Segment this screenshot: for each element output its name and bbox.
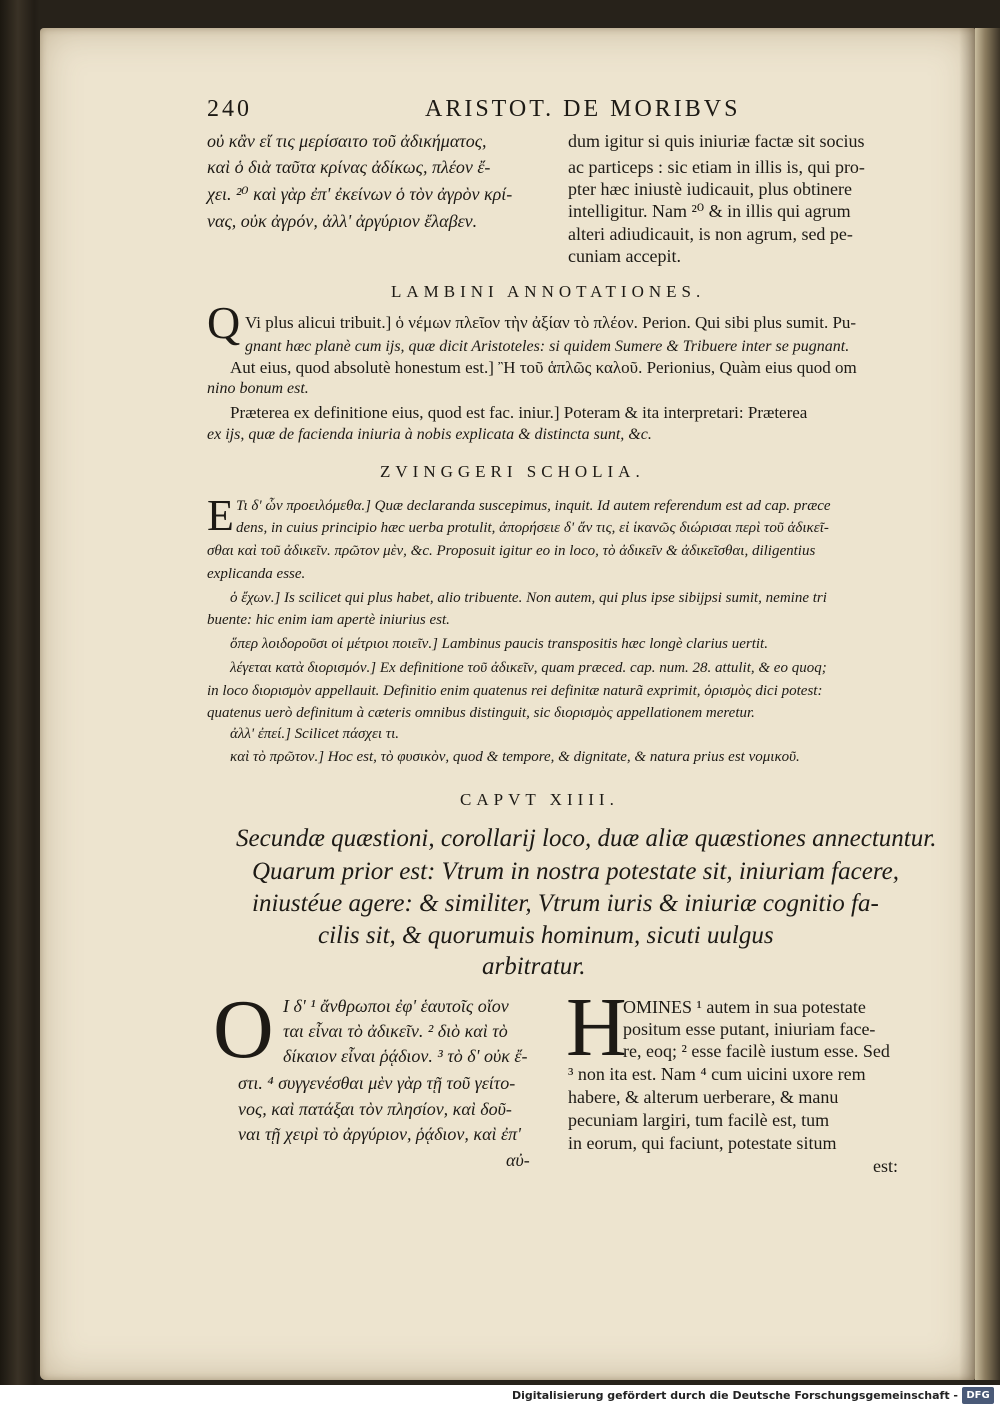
page-number: 240 [207, 96, 252, 122]
lambini-line-2: gnant hæc planè cum ijs, quæ dicit Aristoteles: si quidem Sumere & Tribuere inter se pugnant. [245, 338, 850, 355]
zvinggeri-line-5: ὁ ἔχων.] Is scilicet qui plus habet, alio tribuente. Non autem, qui plus ipse sibijpsi sumit, nemine tri [230, 590, 827, 606]
zvinggeri-line-8: λέγεται κατὰ διορισμόν.] Ex definitione τοῦ ἀδικεῖν, quam præced. cap. num. 28. attulit, & eo quoq; [230, 660, 827, 676]
bottom-greek-line-5: νος, καὶ πατάξαι τὸν πλησίον, καὶ δοῦ- [238, 1099, 512, 1119]
lambini-dropcap: Q [207, 297, 241, 348]
lambini-line-6: ex ijs, quæ de facienda iniuria à nobis explicata & distincta sunt, &c. [207, 426, 652, 443]
zvinggeri-line-2: dens, in cuius principio hæc uerba protulit, ἀπορήσειε δ' ἄν τις, εἰ ἱκανῶς διώρισαι περὶ τοῦ ἀδικεῖ- [236, 520, 829, 536]
lambini-heading: LAMBINI ANNOTATIONES. [391, 282, 706, 301]
caput-summary-line-4: cilis sit, & quorumuis hominum, sicuti uulgus [318, 922, 774, 949]
zvinggeri-line-7: ὅπερ λοιδοροῦσι οἱ μέτριοι ποιεῖν.] Lambinus paucis transpositis hæc longè clarius uertit. [230, 636, 768, 652]
bottom-latin-line-1: OMINES ¹ autem in sua potestate [623, 997, 866, 1017]
top-greek-line-4: νας, οὐκ ἀγρόν, ἀλλ' ἀργύριον ἔλαβεν. [207, 211, 478, 231]
bottom-latin-line-4: ³ non ita est. Nam ⁴ cum uicini uxore rem [568, 1064, 866, 1084]
caput-summary-line-2: Quarum prior est: Vtrum in nostra potestate sit, iniuriam facere, [252, 858, 899, 885]
footer-credit: Digitalisierung gefördert durch die Deutsche Forschungsgemeinschaft - [511, 1389, 958, 1402]
page-edge [975, 28, 1000, 1380]
caput-summary-line-5: arbitratur. [482, 953, 586, 980]
dfg-logo: DFG [962, 1387, 994, 1404]
bottom-greek-line-1: Ι δ' ¹ ἄνθρωποι ἐφ' ἑαυτοῖς οἴον [283, 996, 509, 1016]
bottom-greek-line-6: ναι τῇ χειρὶ τὸ ἀργύριον, ῥᾴδιον, καὶ ἐπ' [238, 1124, 521, 1144]
zvinggeri-line-6: buente: hic enim iam apertè iniurius est. [207, 612, 450, 628]
running-title: ARISTOT. DE MORIBVS [425, 96, 741, 122]
lambini-line-4: nino bonum est. [207, 380, 309, 397]
caput-summary-line-1: Secundæ quæstioni, corollarij loco, duæ aliæ quæstiones annectuntur. [236, 825, 937, 852]
lambini-line-3: Aut eius, quod absolutè honestum est.] Ἢ τοῦ ἁπλῶς καλοῦ. Perionius, Quàm eius quod om [230, 358, 857, 377]
top-greek-line-2: καὶ ὁ διὰ ταῦτα κρίνας ἀδίκως, πλέον ἔ- [207, 157, 491, 177]
top-latin-line-3: pter hæc iniustè iudicauit, plus obtinere [568, 179, 852, 199]
bottom-greek-line-3: δίκαιον εἶναι ῥᾴδιον. ³ τὸ δ' οὐκ ἔ- [283, 1046, 528, 1066]
top-latin-line-2: ac particeps : sic etiam in illis is, qui pro- [568, 157, 865, 177]
zvinggeri-dropcap: E [207, 491, 234, 540]
bottom-latin-line-6: pecuniam largiri, tum facilè est, tum [568, 1110, 830, 1130]
zvinggeri-line-12: καὶ τὸ πρῶτον.] Hoc est, τὸ φυσικὸν, quod & tempore, & dignitate, & natura prius est νομικοῦ. [230, 749, 800, 765]
lambini-line-5: Præterea ex definitione eius, quod est fac. iniur.] Poteram & ita interpretari: Præterea [230, 403, 808, 422]
caput-summary-line-3: iniustéue agere: & similiter, Vtrum iuris & iniuriæ cognitio fa- [252, 890, 879, 917]
latin-dropcap: H [566, 981, 627, 1074]
zvinggeri-line-11: ἀλλ' ἐπεί.] Scilicet πάσχει τι. [230, 726, 400, 742]
bottom-greek-line-2: ται εἶναι τὸ ἀδικεῖν. ² διὸ καὶ τὸ [283, 1021, 508, 1041]
bottom-latin-line-3: re, eoq; ² esse facilè iustum esse. Sed [623, 1041, 890, 1061]
top-greek-line-1: οὐ κἂν εἴ τις μερίσαιτο τοῦ ἀδικήματος, [207, 131, 487, 151]
zvinggeri-heading: ZVINGGERI SCHOLIA. [380, 462, 645, 481]
greek-dropcap: O [213, 983, 274, 1076]
zvinggeri-line-3: σθαι καὶ τοῦ ἀδικεῖν. πρῶτον μὲν, &c. Proposuit igitur eo in loco, τὸ ἀδικεῖν & ἀδικεῖσθαι, diligentius [207, 543, 816, 559]
bottom-latin-line-2: positum esse putant, iniuriam face- [623, 1019, 876, 1039]
zvinggeri-line-10: quatenus uerò definitum à cæteris omnibus distinguit, sic διορισμὸς appellationem meretur. [207, 705, 755, 721]
bottom-latin-line-8: est: [873, 1156, 898, 1176]
bottom-greek-line-4: στι. ⁴ συγγενέσθαι μὲν γὰρ τῇ τοῦ γείτο- [238, 1073, 516, 1093]
zvinggeri-line-4: explicanda esse. [207, 566, 306, 582]
footer-banner [0, 1385, 1000, 1407]
top-latin-line-4: intelligitur. Nam ²⁰ & in illis qui agrum [568, 201, 851, 221]
zvinggeri-line-9: in loco διορισμὸν appellauit. Definitio enim quatenus rei definitæ naturã exprimit, ὁρισμὸς dici potest: [207, 683, 823, 699]
top-latin-line-5: alteri adiudicauit, is non agrum, sed pe- [568, 224, 853, 244]
top-latin-line-1: dum igitur si quis iniuriæ factæ sit socius [568, 131, 865, 151]
zvinggeri-line-1: Τι δ' ὧν προειλόμεθα.] Quæ declaranda suscepimus, inquit. Id autem referendum est ad cap. præce [236, 498, 831, 514]
caput-heading: CAPVT XIIII. [460, 790, 619, 809]
top-latin-line-6: cuniam accepit. [568, 246, 681, 266]
top-greek-line-3: χει. ²⁰ καὶ γὰρ ἐπ' ἐκείνων ὁ τὸν ἀγρὸν κρί- [207, 184, 513, 204]
bottom-greek-line-7: αὐ- [506, 1150, 530, 1170]
lambini-line-1: Vi plus alicui tribuit.] ὁ νέμων πλεῖον τὴν ἀξίαν τὸ πλέον. Perion. Qui sibi plus sumit. Pu- [245, 313, 857, 332]
bottom-latin-line-7: in eorum, qui faciunt, potestate situm [568, 1133, 837, 1153]
bottom-latin-line-5: habere, & alterum uerberare, & manu [568, 1087, 839, 1107]
